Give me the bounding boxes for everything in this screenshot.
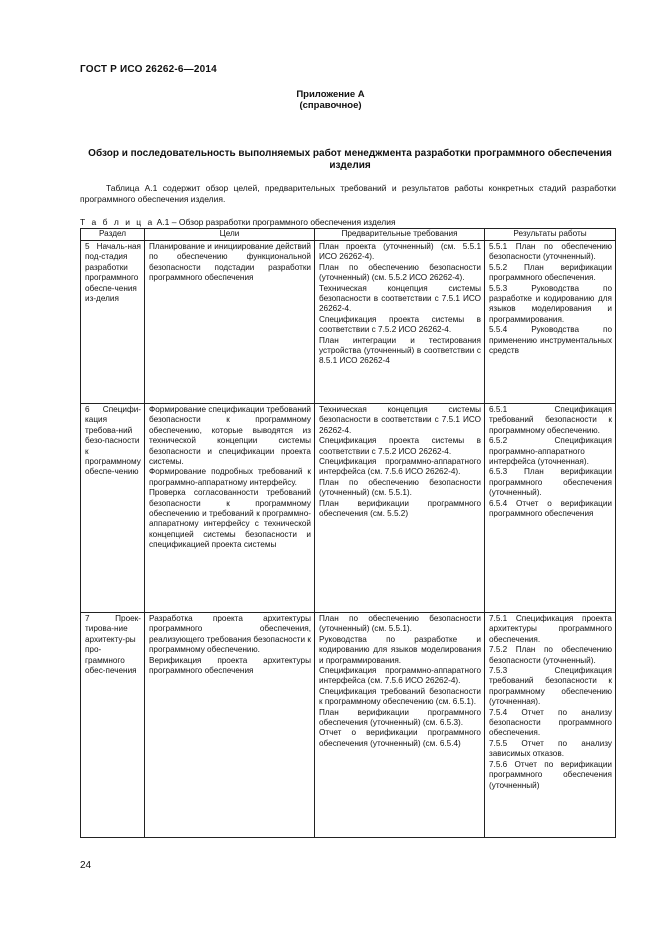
- prerequisite-item: Спецификация программно-аппаратного интерфейса (см. 7.5.6 ИСО 26262-4).: [319, 666, 481, 686]
- section-cell: [81, 241, 145, 404]
- prerequisite-item: План верификации программного обеспечения (см. 5.5.2): [319, 498, 481, 519]
- goals-cell: [145, 613, 315, 838]
- result-item: 6.5.2 Спецификация программно-аппаратного интерфейса (уточненная).: [489, 436, 612, 467]
- table-caption: [80, 217, 396, 227]
- prerequisites-cell: [315, 404, 485, 613]
- result-item: 6.5.1 Спецификация требований безопасности к программному обеспечению.: [489, 405, 612, 435]
- section-title: Обзор и последовательность выполняемых работ менеджмента разработки программного обеспечения изделия: [88, 148, 612, 171]
- section-name: 5 Началь-ная под-стадия разработки программного обеспе-чения из-делия: [85, 242, 141, 304]
- result-item: 7.5.4 Отчет по анализу безопасности программного обеспечения.: [489, 707, 612, 738]
- prerequisite-item: План интеграции и тестирования устройства (уточненный) в соответствии с 8.5.1 ИСО 26262-4: [319, 335, 481, 366]
- goal-item: Разработка проекта архитектуры программного обеспечения, реализующего требования безопасности к программному обеспечению.: [149, 614, 311, 655]
- prerequisite-item: Спецификация требований безопасности к программному обеспечению (см. 6.5.1).: [319, 686, 481, 707]
- page-number: 24: [80, 860, 92, 871]
- result-item: 6.5.4 Отчет о верификации программного обеспечения: [489, 498, 612, 519]
- goal-item: Верификация проекта архитектуры программного обеспечения: [149, 655, 311, 676]
- result-item: 5.5.1 План по обеспечению безопасности (уточненный).: [489, 242, 612, 262]
- prerequisite-item: План по обеспечению безопасности (уточненный) (см. 5.5.1).: [319, 614, 481, 634]
- column-header: Раздел: [81, 229, 145, 241]
- results-cell: [485, 613, 616, 838]
- table-row: [81, 404, 616, 613]
- column-header: Цели: [145, 229, 315, 241]
- goals-cell: [145, 404, 315, 613]
- results-cell: [485, 404, 616, 613]
- prerequisite-item: План по обеспечению безопасности (уточненный) (см. 5.5.2 ИСО 26262-4).: [319, 262, 481, 283]
- result-item: 5.5.3 Руководства по разработке и кодированию для языков моделирования и программирования.: [489, 283, 612, 324]
- section-name: 6 Специфи-кация требова-ний безо-пасности к программному обеспе-чению: [85, 405, 141, 477]
- result-item: 5.5.4 Руководства по применению инструментальных средств: [489, 325, 612, 356]
- goal-item: Проверка согласованности требований безопасности к программному обеспечению и требований к программно-аппаратному интерфейсу с технической концепцией системы безопасности и спецификацией проекта системы: [149, 488, 311, 550]
- prerequisite-item: Спецификация проекта системы в соответствии с 7.5.2 ИСО 26262-4.: [319, 314, 481, 335]
- result-item: 7.5.3 Спецификация требований безопасности к программному обеспечению (уточненная).: [489, 666, 612, 707]
- prerequisite-item: Спецификация проекта системы в соответствии с 7.5.2 ИСО 26262-4.: [319, 436, 481, 456]
- prerequisite-item: План по обеспечению безопасности (уточненный) (см. 5.5.1).: [319, 477, 481, 498]
- result-item: 5.5.2 План верификации программного обеспечения.: [489, 262, 612, 283]
- annex-title: Приложение А: [296, 89, 365, 100]
- prerequisites-cell: [315, 241, 485, 404]
- result-item: 7.5.1 Спецификация проекта архитектуры программного обеспечения.: [489, 614, 612, 644]
- prerequisite-item: Техническая концепция системы безопасности в соответствии с 7.5.1 ИСО 26262-4.: [319, 283, 481, 314]
- prerequisites-cell: [315, 613, 485, 838]
- table-header-row: [81, 229, 616, 241]
- result-item: 6.5.3 План верификации программного обеспечения (уточненный).: [489, 467, 612, 498]
- section-name: 7 Проек-тирова-ние архитекту-ры про-граммного обес-печения: [85, 614, 141, 676]
- prerequisite-item: Спецификация программно-аппаратного интерфейса (см. 7.5.6 ИСО 26262-4).: [319, 457, 481, 477]
- section-cell: [81, 404, 145, 613]
- result-item: 7.5.2 План по обеспечению безопасности (уточненный).: [489, 645, 612, 665]
- goal-item: Планирование и инициирование действий по обеспечению функциональной безопасности подстадии разработки программного обеспечения: [149, 242, 311, 283]
- table-caption-label: Т а б л и ц а: [80, 217, 155, 227]
- table-row: [81, 613, 616, 838]
- document-header: ГОСТ Р ИСО 26262-6—2014: [80, 64, 217, 75]
- goals-cell: [145, 241, 315, 404]
- annex-subtitle: (справочное): [299, 100, 362, 111]
- result-item: 7.5.5 Отчет по анализу зависимых отказов.: [489, 738, 612, 759]
- results-cell: [485, 241, 616, 404]
- intro-paragraph: Таблица А.1 содержит обзор целей, предварительных требований и результатов работы конкретных стадий разработки программного обеспечения изделия.: [80, 183, 616, 204]
- goal-item: Формирование спецификации требований безопасности к программному обеспечению, которые выводятся из технической концепции системы безопасности и спецификации проекта системы.: [149, 405, 311, 467]
- result-item: 7.5.6 Отчет по верификации программного обеспечения (уточненный): [489, 759, 612, 790]
- prerequisite-item: Руководства по разработке и кодированию для языков моделирования и программирования.: [319, 634, 481, 665]
- goal-item: Формирование подробных требований к программно-аппаратному интерфейсу.: [149, 467, 311, 487]
- overview-table: [80, 228, 616, 838]
- table-caption-text: А.1 – Обзор разработки программного обеспечения изделия: [156, 217, 396, 227]
- column-header: Результаты работы: [485, 229, 616, 241]
- prerequisite-item: Отчет о верификации программного обеспечения (уточненный) (см. 6.5.4): [319, 728, 481, 748]
- prerequisite-item: Техническая концепция системы безопасности в соответствии с 7.5.1 ИСО 26262-4.: [319, 405, 481, 435]
- prerequisite-item: План проекта (уточненный) (см. 5.5.1 ИСО 26262-4).: [319, 242, 481, 262]
- prerequisite-item: План верификации программного обеспечения (уточненный) (см. 6.5.3).: [319, 707, 481, 728]
- table-row: [81, 241, 616, 404]
- column-header: Предварительные требования: [315, 229, 485, 241]
- section-cell: [81, 613, 145, 838]
